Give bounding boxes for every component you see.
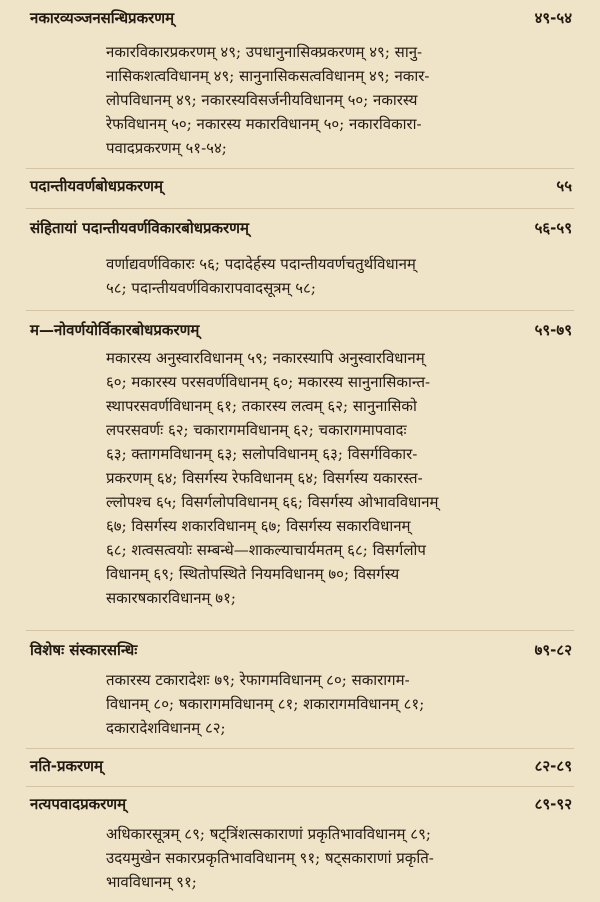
section-heading: नति-प्रकरणम् [30, 757, 103, 775]
section-entries [106, 822, 554, 894]
entry-line: तकारस्य टकारादेशः ७९; रेफागमविधानम् ८०; सकारागम- [106, 671, 410, 689]
entry-line: सकारषकारविधानम् ७१; [106, 589, 236, 607]
section-entries [106, 668, 554, 740]
section-page-range: ८२-८९ [534, 757, 572, 775]
section-heading: म—नोवर्णयोर्विकारबोधप्रकरणम् [30, 321, 200, 339]
entry-line: ६८; शत्वसत्वयोः सम्बन्धे—शाकल्याचार्यमतम् ६८; विसर्गलोप [106, 541, 426, 559]
section-heading: संहितायां पदान्तीयवर्णविकारबोधप्रकरणम् [30, 219, 249, 237]
entry-line: स्थापरसवर्णविधानम् ६१; तकारस्य लत्वम् ६२; सानुनासिको [106, 397, 417, 415]
section-heading: नकारव्यञ्जनसन्धिप्रकरणम् [30, 9, 175, 27]
entry-line: रेफविधानम् ५०; नकारस्य मकारविधानम् ५०; नकारविकारा- [106, 115, 422, 133]
section-divider [26, 208, 574, 209]
entry-line: नकारविकारप्रकरणम् ४९; उपधानुनासिक्प्रकरणम् ४९; सानु- [106, 43, 423, 61]
section-heading: विशेषः संस्कारसन्धिः [30, 641, 138, 659]
entry-line: उदयमुखेन सकारप्रकृतिभावविधानम् ९१; षट्सकाराणां प्रकृति- [106, 849, 434, 867]
section-entries [106, 40, 554, 160]
section-page-range: ७९-८२ [534, 641, 572, 659]
entry-line: विधानम् ८०; षकारागमविधानम् ८१; शकारागमविधानम् ८१; [106, 695, 425, 713]
entry-line: पवादप्रकरणम् ५१-५४; [106, 139, 227, 157]
entry-line: ल्लोपश्च ६५; विसर्गलोपविधानम् ६६; विसर्गस्य ओभावविधानम् [106, 493, 439, 511]
section-divider [26, 748, 574, 749]
section-page-range: ४९-५४ [534, 9, 572, 27]
entry-line: लपरसवर्णः ६२; चकारागमविधानम् ६२; चकारागमापवादः [106, 421, 407, 439]
section-page-range: ५५ [556, 177, 572, 195]
section-entries [106, 346, 554, 610]
entry-line: वर्णाद्यवर्णविकारः ५६; पदादेर्हस्य पदान्तीयवर्णचतुर्थविधानम् [106, 255, 416, 273]
section-divider [26, 786, 574, 787]
entry-line: मकारस्य अनुस्वारविधानम् ५९; नकारस्यापि अनुस्वारविधानम् [106, 349, 425, 367]
section-page-range: ५९-७९ [534, 321, 572, 339]
section-divider [26, 310, 574, 311]
entry-line: लोपविधानम् ४९; नकारस्यविसर्जनीयविधानम् ५०; नकारस्य [106, 91, 418, 109]
section-divider [26, 168, 574, 169]
entry-line: भावविधानम् ९१; [106, 873, 197, 891]
section-entries [106, 252, 554, 300]
section-page-range: ५६-५९ [534, 219, 572, 237]
section-heading: पदान्तीयवर्णबोधप्रकरणम् [30, 177, 163, 195]
entry-line: अधिकारसूत्रम् ८९; षट्त्रिंशत्सकाराणां प्रकृतिभावविधानम् ८९; [106, 825, 431, 843]
entry-line: ६३; क्तागमविधानम् ६३; सलोपविधानम् ६३; विसर्गविकार- [106, 445, 418, 463]
entry-line: ६०; मकारस्य परसवर्णविधानम् ६०; मकारस्य सानुनासिकान्त- [106, 373, 431, 391]
section-divider [26, 630, 574, 631]
section-page-range: ८९-९२ [534, 795, 572, 813]
entry-line: नासिकशत्वविधानम् ४९; सानुनासिकसत्वविधानम् ४९; नकार- [106, 67, 430, 85]
entry-line: विधानम् ६९; स्थितोपस्थिते नियमविधानम् ७०; विसर्गस्य [106, 565, 400, 583]
section-heading: नत्यपवादप्रकरणम् [30, 795, 127, 813]
entry-line: प्रकरणम् ६४; विसर्गस्य रेफविधानम् ६४; विसर्गस्य यकारस्त- [106, 469, 423, 487]
entry-line: ५८; पदान्तीयवर्णविकारापवादसूत्रम् ५८; [106, 279, 316, 297]
entry-line: दकारादेशविधानम् ८२; [106, 719, 226, 737]
entry-line: ६७; विसर्गस्य शकारविधानम् ६७; विसर्गस्य सकारविधानम् [106, 517, 411, 535]
